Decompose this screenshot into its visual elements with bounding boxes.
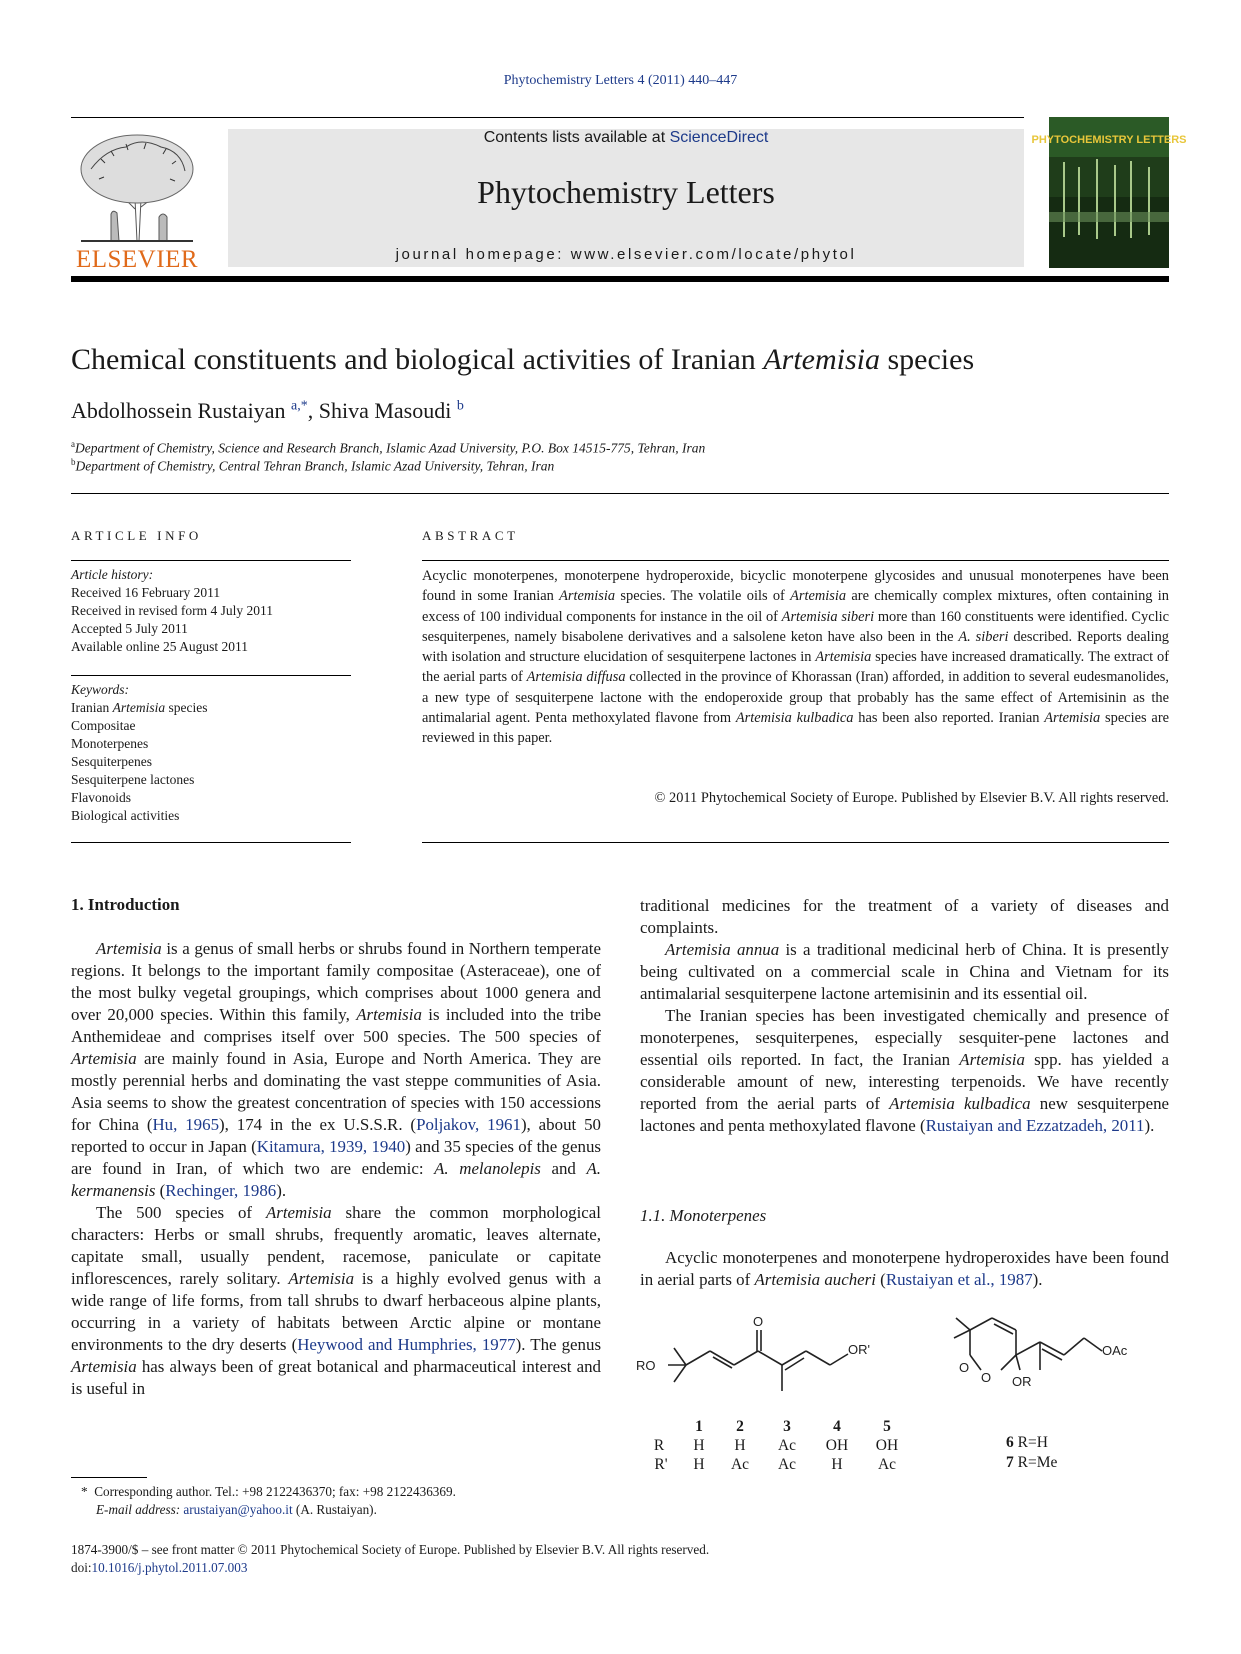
abstract-seg: described. Reports dealing with isolation and structure elucidation of sesquiterpene lactones in (422, 628, 1170, 666)
abstract-seg: species are reviewed in this paper. (422, 710, 1170, 747)
keywords-block (71, 681, 207, 825)
table-r-2: H (734, 1437, 746, 1454)
author-1-affiliation-link[interactable]: a,* (291, 398, 308, 414)
title-separator-rule (71, 493, 1169, 494)
abstract-seg: Acyclic monoterpenes, monoterpene hydroperoxide, bicyclic monoterpene glycosides and unusual monoterpenes have been found in some Iranian (422, 568, 1169, 605)
affiliation-a-text: Department of Chemistry, Science and Research Branch, Islamic Azad University, P.O. Box 14515-775, Tehran, Iran (75, 440, 706, 456)
email-label: E-mail address: (96, 1502, 181, 1517)
article-info-rule-bottom (71, 842, 351, 843)
abstract-rule-top (422, 560, 1169, 561)
title-text-start: Chemical constituents and biological activities of Iranian (71, 343, 764, 376)
label-oprime: OR' (848, 1342, 870, 1357)
intro-seg: ), 174 in the ex U.S.S.R. ( (219, 1115, 417, 1134)
table-r-4: OH (825, 1437, 849, 1454)
author-1-name: Abdolhossein Rustaiyan (71, 398, 286, 423)
issn-line: 1874-3900/$ – see front matter © 2011 Phytochemical Society of Europe. Published by Elsevier B.V. All rights reserved. (71, 1542, 710, 1557)
intro-seg: is a highly evolved genus with a wide range of life forms, from tall shrubs to dwarf herbaceous alpine plants, occurring in a variety of habitats between Arctic alpine or montane environments to the dry deserts ( (71, 1269, 601, 1354)
intro-seg: is a traditional medicinal herb of China. It is presently being cultivated on a commercial scale in China and Vietnam for its antimalarial sesquiterpene lactone artemisinin and its essential oil. (640, 940, 1169, 1003)
ref-hu-1965-link[interactable]: Hu, 1965 (152, 1115, 220, 1134)
cover-title-text: PHYTOCHEMISTRY LETTERS (1031, 134, 1187, 146)
label-ro: RO (636, 1358, 656, 1373)
intro-italic: Artemisia (71, 1049, 137, 1068)
mono-seg: ( (875, 1270, 886, 1289)
intro-seg: ) and 35 species of the genus are found in Iran, of which two are endemic: (71, 1137, 601, 1178)
intro-italic: Artemisia (288, 1269, 355, 1288)
affiliation-b-text: Department of Chemistry, Central Tehran Branch, Islamic Azad University, Tehran, Iran (75, 458, 555, 474)
intro-italic: Artemisia (96, 939, 162, 958)
history-revised: Received in revised form 4 July 2011 (71, 603, 273, 618)
label-oac: OAc (1102, 1343, 1128, 1358)
table-rprime-1: H (693, 1456, 705, 1473)
table-header-3: 3 (783, 1418, 791, 1435)
affiliation-b (71, 457, 554, 475)
elsevier-wordmark: ELSEVIER (75, 246, 199, 273)
keyword-7: Biological activities (71, 808, 180, 823)
journal-title: Phytochemistry Letters (477, 174, 775, 210)
table-r-1: H (693, 1437, 705, 1454)
authors-line (71, 398, 464, 424)
ref-heywood-1977-link[interactable]: Heywood and Humphries, 1977 (297, 1335, 516, 1354)
ref-poljakov-1961-link[interactable]: Poljakov, 1961 (416, 1115, 521, 1134)
email-note (96, 1502, 377, 1518)
email-post: (A. Rustaiyan). (292, 1502, 377, 1517)
header-top-rule (71, 117, 1024, 118)
label-ring-o1: O (959, 1360, 970, 1375)
table-header-1: 1 (695, 1418, 703, 1435)
keyword-1-pre: Iranian (71, 700, 113, 715)
abstract-seg: collected in the province of Khorassan (Iran) afforded, in addition to several eudesmanolides, a new type of sesquiterpene lactone with the endoperoxide group that probably has the same effect of Artemisinin as the antimalarial agent. Penta methoxylated flavone from (422, 669, 1169, 727)
article-info-rule-mid (71, 675, 351, 676)
footnote-rule (71, 1477, 147, 1478)
corr-mark: * (81, 1484, 88, 1499)
abstract-italic: A. siberi (958, 628, 1009, 645)
title-text-genus: Artemisia (763, 343, 880, 376)
intro-italic: Artemisia (265, 1203, 332, 1222)
table-rprime-5: Ac (877, 1456, 897, 1473)
affiliation-a (71, 439, 705, 457)
compound-6-text: R=H (1017, 1434, 1048, 1451)
abstract-seg: species. The volatile oils of (615, 588, 791, 605)
abstract-text (422, 566, 1169, 749)
email-link[interactable]: arustaiyan@yahoo.it (183, 1502, 293, 1517)
compound-7-text: R=Me (1017, 1454, 1058, 1471)
keywords-label: Keywords: (71, 682, 129, 697)
keyword-1-post: species (165, 700, 208, 715)
journal-reference-link[interactable]: Phytochemistry Letters 4 (2011) 440–447 (503, 73, 738, 88)
compound-7-label (1006, 1454, 1057, 1472)
compound-6-number: 6 (1006, 1434, 1014, 1451)
keyword-4: Sesquiterpenes (71, 754, 152, 769)
intro-seg: share the common morphological characters: Herbs or small shrubs, frequently aromatic, leaves alternate, capitate small, usually pendent, racemose, paniculate or capitate inflorescences, rarely solitary. (71, 1203, 601, 1288)
mono-seg: Acyclic monoterpenes and monoterpene hydroperoxides have been found in aerial parts of (640, 1248, 1169, 1289)
intro-seg-continued: has always been of great botanical and pharmaceutical interest and is useful in (71, 1357, 601, 1398)
author-2-name: , Shiva Masoudi (307, 398, 452, 423)
table-r-5: OH (875, 1437, 899, 1454)
table-header-2: 2 (736, 1418, 744, 1435)
history-label: Article history: (71, 567, 154, 582)
intro-seg: is a genus of small herbs or shrubs found in Northern temperate regions. It belongs to the important family compositae (Asteraceae), one of the most bulky vegetal groupings, which comprises about 1000 genera and over 20,000 species. Within this family, (71, 939, 601, 1024)
abstract-italic: Artemisia kulbadica (735, 710, 854, 727)
abstract-italic: Artemisia (815, 649, 872, 666)
intro-italic: A. kermanensis (71, 1159, 601, 1200)
history-online: Available online 25 August 2011 (71, 639, 248, 654)
intro-seg: and (540, 1159, 587, 1178)
table-rprime-3: Ac (777, 1456, 797, 1473)
intro-paragraph-2 (71, 1202, 601, 1400)
abstract-copyright: © 2011 Phytochemical Society of Europe. Published by Elsevier B.V. All rights reserved. (654, 790, 1169, 806)
intro-paragraph-3 (640, 939, 1169, 1005)
chemical-structures-figure (636, 1308, 1176, 1418)
intro-paragraph-1 (71, 938, 601, 1202)
label-o: O (753, 1314, 764, 1329)
ref-rustaiyan-2011-link[interactable]: Rustaiyan and Ezzatzadeh, 2011 (925, 1116, 1145, 1135)
history-received: Received 16 February 2011 (71, 585, 221, 600)
journal-cover-image (1031, 117, 1187, 268)
intro-italic: Artemisia kulbadica (889, 1094, 1031, 1113)
intro-italic: Artemisia annua (665, 940, 780, 959)
keyword-5: Sesquiterpene lactones (71, 772, 195, 787)
intro-seg: are mainly found in Asia, Europe and North America. They are mostly perennial herbs and dominating the vast steppe communities of Asia. Asia seems to show the greatest concentration of species with 150 accessions for China ( (71, 1049, 601, 1134)
intro-seg: new sesquiterpene lactones and penta methoxylated flavone ( (640, 1094, 1170, 1135)
abstract-rule-bottom (422, 842, 1169, 843)
intro-paragraph-4 (640, 1005, 1169, 1137)
keyword-2: Compositae (71, 718, 136, 733)
keyword-6: Flavonoids (71, 790, 132, 805)
article-title (71, 343, 974, 377)
ref-rechinger-1986-link[interactable]: Rechinger, 1986 (165, 1181, 277, 1200)
abstract-seg: are chemically complex mixtures, often containing in excess of 100 individual components for instance in the oil of (422, 588, 1169, 625)
contents-line (228, 129, 1024, 147)
table-rprime-4: H (831, 1456, 843, 1473)
introduction-heading: 1. Introduction (71, 895, 180, 914)
title-text-end: species (879, 343, 975, 376)
table-header-4: 4 (833, 1418, 841, 1435)
table-rprime-2: Ac (730, 1456, 750, 1473)
intro-paragraph-2-continuation: traditional medicines for the treatment of a variety of diseases and complaints. (640, 896, 1169, 937)
intro-seg: ). The genus (515, 1335, 602, 1354)
history-accepted: Accepted 5 July 2011 (71, 621, 188, 636)
doi-link[interactable]: 10.1016/j.phytol.2011.07.003 (91, 1560, 248, 1575)
ref-rustaiyan-1987-link[interactable]: Rustaiyan et al., 1987 (885, 1270, 1033, 1289)
abstract-italic: Artemisia diffusa (526, 669, 626, 686)
intro-seg: ), about 50 reported to occur in Japan ( (71, 1115, 601, 1156)
keyword-3: Monoterpenes (71, 736, 149, 751)
article-info-heading: ARTICLE INFO (71, 528, 202, 543)
table-header-5: 5 (883, 1418, 891, 1435)
intro-italic: Artemisia (356, 1005, 422, 1024)
mono-italic: Artemisia aucheri (754, 1270, 876, 1289)
table-r-3: Ac (777, 1437, 797, 1454)
author-2-affiliation-link[interactable]: b (456, 398, 464, 414)
affiliation-b-mark: b (71, 457, 76, 467)
table-rprime-label: R' (654, 1456, 668, 1473)
header-thick-rule (71, 276, 1169, 282)
abstract-heading: ABSTRACT (422, 528, 519, 543)
abstract-seg: has been also reported. Iranian (853, 710, 1045, 727)
sciencedirect-link[interactable]: ScienceDirect (669, 129, 769, 146)
intro-seg: ). (1144, 1116, 1155, 1135)
table-r-label: R (653, 1437, 665, 1454)
corr-text: Corresponding author. Tel.: +98 2122436370; fax: +98 2122436369. (94, 1484, 456, 1499)
article-info-rule-top (71, 560, 351, 561)
abstract-italic: Artemisia (1044, 710, 1101, 727)
intro-seg: is included into the tribe Anthemideae and comprises itself over 500 species. The 500 species of (71, 1005, 601, 1046)
compound-6-label (1006, 1434, 1048, 1452)
intro-seg: The Iranian species has been investigated chemically and presence of monoterpenes, sesquiterpenes, especially sesquiter-pene lactones and essential oils reported. In fact, the Iranian (640, 1006, 1169, 1069)
article-history (71, 566, 273, 656)
introduction-left-column (71, 938, 601, 1400)
doi-label: doi: (71, 1560, 92, 1575)
ref-kitamura-link[interactable]: Kitamura, 1939, 1940 (256, 1137, 406, 1156)
monoterpenes-heading: 1.1. Monoterpenes (640, 1206, 767, 1225)
abstract-seg: more than 160 constituents were identified. Cyclic sesquiterpenes, namely bisabolene derivatives and a salsolene keton have also been in the (422, 608, 1169, 645)
intro-seg: spp. has yielded a considerable amount of new, interesting terpenoids. We have recently reported from the aerial parts of (640, 1050, 1169, 1113)
label-or: OR (1012, 1374, 1032, 1389)
abstract-italic: Artemisia (559, 588, 616, 605)
introduction-right-column (640, 895, 1169, 1137)
mono-seg: ). (1032, 1270, 1043, 1289)
intro-italic: A. melanolepis (434, 1159, 541, 1178)
keyword-1-genus: Artemisia (112, 700, 166, 715)
abstract-italic: Artemisia (790, 588, 847, 605)
intro-italic: Artemisia (959, 1050, 1025, 1069)
abstract-seg: species have increased dramatically. The extract of the aerial parts of (422, 649, 1170, 686)
monoterpenes-text (640, 1247, 1169, 1291)
intro-italic: Artemisia (71, 1357, 137, 1376)
corresponding-author-note (81, 1484, 456, 1500)
abstract-italic: Artemisia siberi (781, 608, 875, 625)
contents-prefix: Contents lists available at (483, 129, 670, 146)
compound-7-number: 7 (1006, 1454, 1014, 1471)
journal-homepage-link[interactable]: journal homepage: www.elsevier.com/locate/phytol (395, 246, 857, 263)
doi-line (71, 1560, 247, 1576)
affiliation-a-mark: a (71, 439, 75, 449)
keyword-1 (71, 699, 207, 717)
intro-seg: ( (155, 1181, 166, 1200)
label-ring-o2: O (981, 1370, 992, 1385)
intro-seg: ). (276, 1181, 287, 1200)
monoterpenes-paragraph (640, 1247, 1169, 1291)
intro-seg: The 500 species of (96, 1203, 266, 1222)
